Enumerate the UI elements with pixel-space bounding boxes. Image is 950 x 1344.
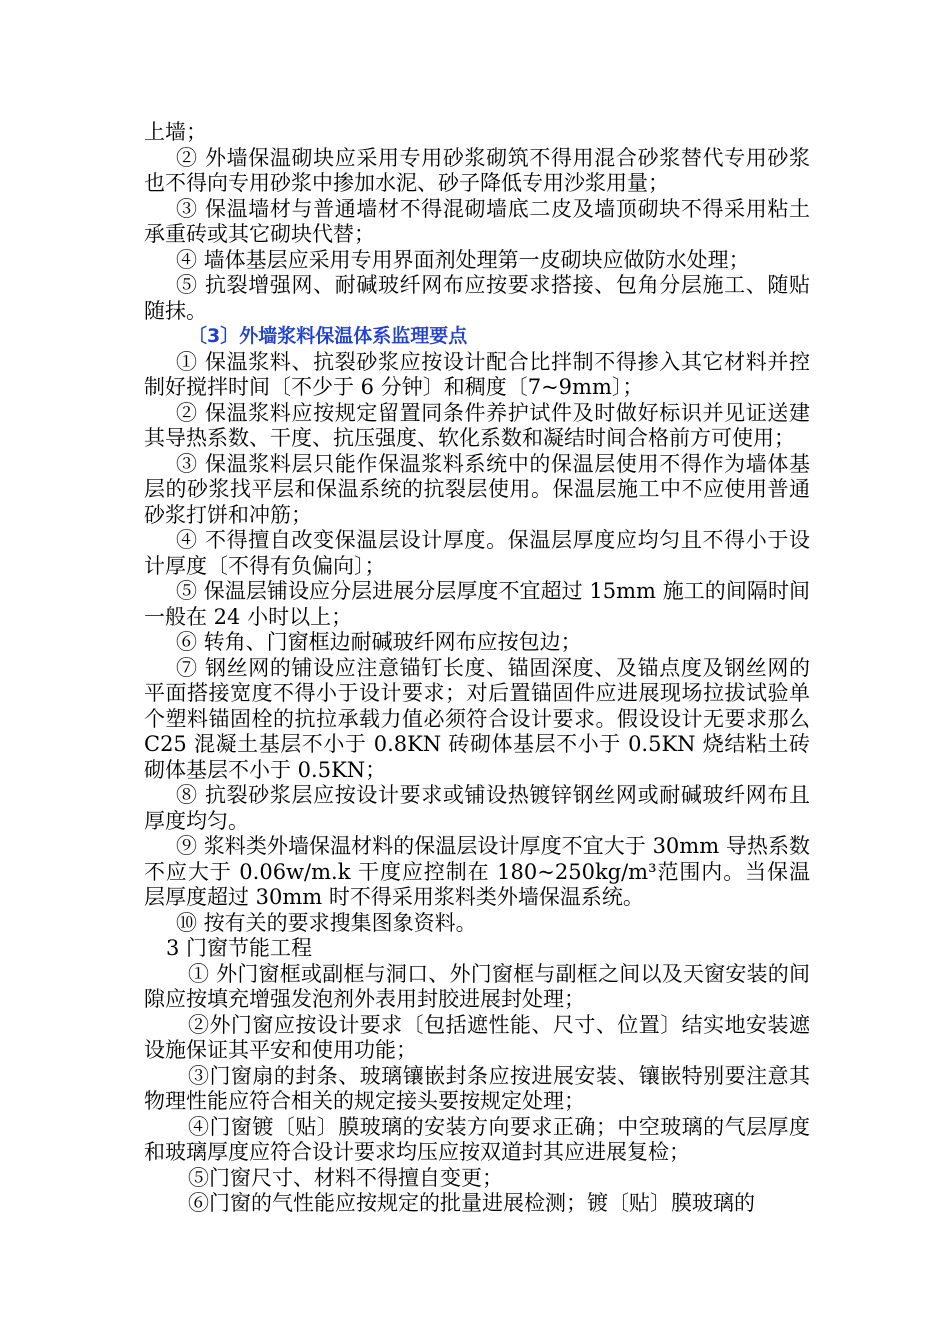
- slurry-item-10: ⑩ 按有关的要求搜集图象资料。: [176, 910, 477, 935]
- door-item-5: ⑤门窗尺寸、材料不得擅自变更；: [188, 1165, 503, 1190]
- paragraph-item-3: ③ 保温墙材与普通墙材不得混砌墙底二皮及墙顶砌块不得采用粘土承重砖或其它砌块代替；: [144, 196, 810, 246]
- door-item-3: ③门窗扇的封条、玻璃镶嵌封条应按进展安装、镶嵌特别要注意其物理性能应符合相关的规定接头要按规定处理；: [144, 1063, 810, 1113]
- door-item-2: ②外门窗应按设计要求〔包括遮性能、尺寸、位置〕结实地安装遮设施保证其平安和使用功能；: [144, 1012, 810, 1062]
- slurry-item-9: ⑨ 浆料类外墙保温材料的保温层设计厚度不宜大于 30mm 导热系数不应大于 0.06w/m.k 干度应控制在 180~250kg/m³范围内。当保温层厚度超过 30mm 时不得采用浆料类外墙保温系统。: [144, 834, 810, 909]
- section-heading-slurry-insulation: 〔3〕外墙浆料保温体系监理要点: [188, 325, 468, 347]
- paragraph-item-4: ④ 墙体基层应采用专用界面剂处理第一皮砌块应做防水处理；: [176, 247, 750, 272]
- paragraph-continuation: 上墙；: [144, 120, 207, 144]
- slurry-item-3: ③ 保温浆料层只能作保温浆料系统中的保温层使用不得作为墙体基层的砂浆找平层和保温系统的抗裂层使用。保温层施工中不应使用普通砂浆打饼和冲筋；: [144, 451, 810, 527]
- paragraph-item-2: ② 外墙保温砌块应采用专用砂浆砌筑不得用混合砂浆替代专用砂浆也不得向专用砂浆中掺加水泥、砂子降低专用沙浆用量；: [144, 145, 810, 195]
- slurry-item-5: ⑤ 保温层铺设应分层进展分层厚度不宜超过 15mm 施工的间隔时间一般在 24 小时以上；: [144, 579, 810, 629]
- door-item-4: ④门窗镀〔贴〕膜玻璃的安装方向要求正确；中空玻璃的气层厚度和玻璃厚度应符合设计要求均压应按双道封其应进展复检；: [144, 1114, 810, 1164]
- slurry-item-8: ⑧ 抗裂砂浆层应按设计要求或铺设热镀锌钢丝网或耐碱玻纤网布且厚度均匀。: [144, 783, 810, 833]
- door-item-6: ⑥门窗的气性能应按规定的批量进展检测；镀〔贴〕膜玻璃的: [188, 1191, 755, 1215]
- slurry-item-6: ⑥ 转角、门窗框边耐碱玻纤网布应按包边；: [176, 630, 582, 654]
- paragraph-item-5: ⑤ 抗裂增强网、耐碱玻纤网布应按要求搭接、包角分层施工、随贴随抹。: [144, 273, 810, 323]
- door-item-1: ① 外门窗框或副框与洞口、外门窗框与副框之间以及天窗安装的间隙应按填充增强发泡剂外表用封胶进展封处理；: [144, 961, 810, 1011]
- section-heading-doors-windows: 3 门窗节能工程: [166, 936, 313, 960]
- slurry-item-1: ① 保温浆料、抗裂砂浆应按设计配合比拌制不得掺入其它材料并控制好搅拌时间〔不少于 6 分钟〕和稠度〔7~9mm〕；: [144, 349, 810, 399]
- slurry-item-4: ④ 不得擅自改变保温层设计厚度。保温层厚度应均匀且不得小于设计厚度〔不得有负偏向〕；: [144, 528, 810, 578]
- slurry-item-2: ② 保温浆料应按规定留置同条件养护试件及时做好标识并见证送建其导热系数、干度、抗压强度、软化系数和凝结时间合格前方可使用；: [144, 400, 810, 450]
- slurry-item-7: ⑦ 钢丝网的铺设应注意锚钉长度、锚固深度、及锚点度及钢丝网的平面搭接宽度不得小于设计要求；对后置锚固件应进展现场拉拔试验单个塑料锚固栓的抗拉承载力值必须符合设计要求。假设设计无要求那么 C25 混凝土基层不小于 0.8KN 砖砌体基层不小于 0.5KN 烧结粘土砖砌体基层不小于 0.5KN；: [144, 655, 810, 782]
- document-body: [144, 120, 810, 1217]
